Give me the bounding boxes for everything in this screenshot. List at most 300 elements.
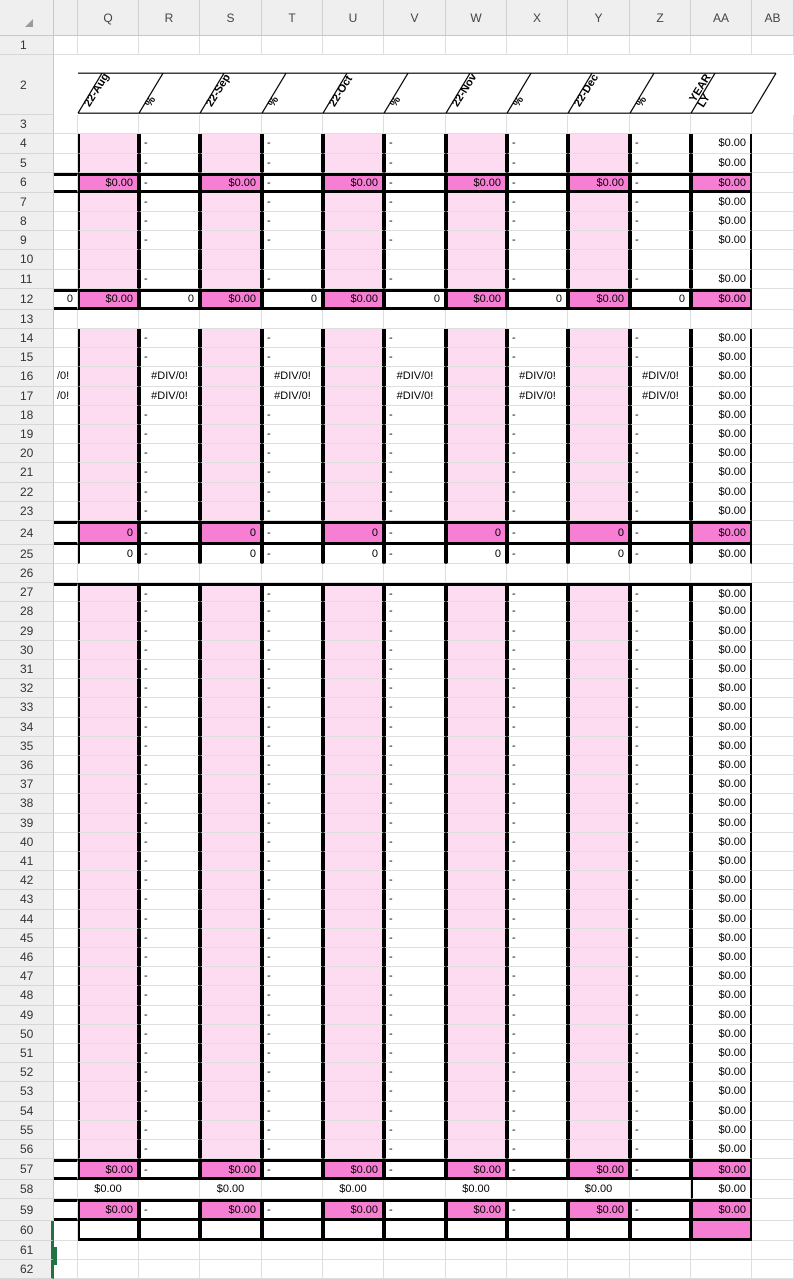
cell-v-9[interactable]: - (384, 231, 446, 250)
cell-aa-22[interactable]: $0.00 (691, 483, 752, 502)
cell-u-20[interactable] (323, 444, 384, 463)
cell-p-31[interactable] (54, 660, 78, 679)
cell-v-36[interactable]: - (384, 756, 446, 775)
cell-w-39[interactable] (446, 814, 507, 833)
cell-z-40[interactable]: - (630, 833, 691, 852)
cell-p-39[interactable] (54, 814, 78, 833)
cell-y-25[interactable]: 0 (568, 545, 630, 564)
row-header-62[interactable]: 62 (0, 1260, 54, 1279)
cell-q-11[interactable] (78, 270, 139, 289)
cell-y-23[interactable] (568, 502, 630, 521)
cell-x-59[interactable]: - (507, 1199, 568, 1221)
cell-p-16[interactable]: /0! (54, 367, 78, 386)
cell-y-49[interactable] (568, 1006, 630, 1025)
cell-r-48[interactable]: - (139, 986, 200, 1005)
row-header-30[interactable]: 30 (0, 641, 54, 660)
cell-w-43[interactable] (446, 890, 507, 909)
cell-v-26[interactable] (384, 564, 446, 583)
cell-z-37[interactable]: - (630, 775, 691, 794)
cell-y-53[interactable] (568, 1082, 630, 1101)
cell-x-10[interactable] (507, 250, 568, 269)
cell-p-42[interactable] (54, 871, 78, 890)
cell-y-62[interactable] (568, 1260, 630, 1279)
cell-u-42[interactable] (323, 871, 384, 890)
cell-z-11[interactable]: - (630, 270, 691, 289)
cell-s-1[interactable] (200, 36, 262, 55)
cell-p-26[interactable] (54, 564, 78, 583)
cell-w-58[interactable]: $0.00 (446, 1180, 507, 1199)
cell-u-55[interactable] (323, 1121, 384, 1140)
cell-v-28[interactable]: - (384, 602, 446, 621)
cell-p-24[interactable] (54, 521, 78, 545)
cell-r-31[interactable]: - (139, 660, 200, 679)
cell-p-30[interactable] (54, 641, 78, 660)
cell-q-27[interactable] (78, 583, 139, 602)
cell-z-50[interactable]: - (630, 1025, 691, 1044)
cell-x-15[interactable]: - (507, 348, 568, 367)
cell-ab-33[interactable] (752, 698, 794, 717)
cell-q-8[interactable] (78, 212, 139, 231)
cell-u-61[interactable] (323, 1241, 384, 1260)
cell-t-58[interactable] (262, 1180, 323, 1199)
cell-t-45[interactable]: - (262, 929, 323, 948)
cell-p-55[interactable] (54, 1121, 78, 1140)
cell-u-30[interactable] (323, 641, 384, 660)
cell-z-4[interactable]: - (630, 134, 691, 153)
cell-z-22[interactable]: - (630, 483, 691, 502)
cell-v-11[interactable]: - (384, 270, 446, 289)
cell-u-36[interactable] (323, 756, 384, 775)
cell-aa-27[interactable]: $0.00 (691, 583, 752, 602)
cell-t-42[interactable]: - (262, 871, 323, 890)
cell-q-4[interactable] (78, 134, 139, 153)
row-header-48[interactable]: 48 (0, 986, 54, 1005)
row-header-5[interactable]: 5 (0, 154, 54, 173)
cell-x-14[interactable]: - (507, 329, 568, 348)
cell-x-21[interactable]: - (507, 463, 568, 482)
cell-y-56[interactable] (568, 1140, 630, 1159)
cell-p-48[interactable] (54, 986, 78, 1005)
cell-y-45[interactable] (568, 929, 630, 948)
cell-w-29[interactable] (446, 622, 507, 641)
cell-y-34[interactable] (568, 718, 630, 737)
cell-q-59[interactable]: $0.00 (78, 1199, 139, 1221)
cell-y-46[interactable] (568, 948, 630, 967)
cell-q-23[interactable] (78, 502, 139, 521)
cell-y-42[interactable] (568, 871, 630, 890)
row-header-47[interactable]: 47 (0, 967, 54, 986)
cell-t-25[interactable]: - (262, 545, 323, 564)
cell-x-29[interactable]: - (507, 622, 568, 641)
cell-q-56[interactable] (78, 1140, 139, 1159)
cell-p-5[interactable] (54, 154, 78, 173)
cell-q-25[interactable]: 0 (78, 545, 139, 564)
cell-w-5[interactable] (446, 154, 507, 173)
cell-q-43[interactable] (78, 890, 139, 909)
cell-ab-38[interactable] (752, 794, 794, 813)
cell-s-50[interactable] (200, 1025, 262, 1044)
cell-y-12[interactable]: $0.00 (568, 289, 630, 310)
cell-y-61[interactable] (568, 1241, 630, 1260)
cell-y-33[interactable] (568, 698, 630, 717)
cell-u-14[interactable] (323, 329, 384, 348)
cell-u-22[interactable] (323, 483, 384, 502)
row-header-34[interactable]: 34 (0, 718, 54, 737)
cell-p-29[interactable] (54, 622, 78, 641)
cell-aa-31[interactable]: $0.00 (691, 660, 752, 679)
cell-t-51[interactable]: - (262, 1044, 323, 1063)
cell-s-30[interactable] (200, 641, 262, 660)
cell-r-41[interactable]: - (139, 852, 200, 871)
cell-r-35[interactable]: - (139, 737, 200, 756)
cell-w-15[interactable] (446, 348, 507, 367)
cell-u-45[interactable] (323, 929, 384, 948)
cell-aa-40[interactable]: $0.00 (691, 833, 752, 852)
cell-s-58[interactable]: $0.00 (200, 1180, 262, 1199)
cell-y-18[interactable] (568, 406, 630, 425)
cell-v-29[interactable]: - (384, 622, 446, 641)
cell-ab-13[interactable] (752, 310, 794, 329)
cell-s-7[interactable] (200, 193, 262, 212)
cell-q-45[interactable] (78, 929, 139, 948)
cell-x-25[interactable]: - (507, 545, 568, 564)
cell-z-16[interactable]: #DIV/0! (630, 367, 691, 386)
cell-x-13[interactable] (507, 310, 568, 329)
cell-q-1[interactable] (78, 36, 139, 55)
cell-y-59[interactable]: $0.00 (568, 1199, 630, 1221)
cell-u-60[interactable] (323, 1221, 384, 1240)
cell-w-37[interactable] (446, 775, 507, 794)
cell-q-60[interactable] (78, 1221, 139, 1240)
cell-u-33[interactable] (323, 698, 384, 717)
cell-v-14[interactable]: - (384, 329, 446, 348)
cell-z-9[interactable]: - (630, 231, 691, 250)
cell-aa-18[interactable]: $0.00 (691, 406, 752, 425)
cell-p-22[interactable] (54, 483, 78, 502)
cell-z-1[interactable] (630, 36, 691, 55)
cell-z-44[interactable]: - (630, 910, 691, 929)
row-header-7[interactable]: 7 (0, 193, 54, 212)
cell-t-6[interactable]: - (262, 173, 323, 193)
cell-t-38[interactable]: - (262, 794, 323, 813)
cell-w-6[interactable]: $0.00 (446, 173, 507, 193)
cell-r-12[interactable]: 0 (139, 289, 200, 310)
cell-x-45[interactable]: - (507, 929, 568, 948)
cell-ab-22[interactable] (752, 483, 794, 502)
row-header-6[interactable]: 6 (0, 173, 54, 193)
cell-x-62[interactable] (507, 1260, 568, 1279)
cell-z-23[interactable]: - (630, 502, 691, 521)
row-header-18[interactable]: 18 (0, 406, 54, 425)
cell-q-40[interactable] (78, 833, 139, 852)
cell-r-37[interactable]: - (139, 775, 200, 794)
cell-v-3[interactable] (384, 115, 446, 134)
cell-q-36[interactable] (78, 756, 139, 775)
cell-aa-25[interactable]: $0.00 (691, 545, 752, 564)
cell-aa-47[interactable]: $0.00 (691, 967, 752, 986)
cell-x-58[interactable] (507, 1180, 568, 1199)
cell-x-17[interactable]: #DIV/0! (507, 387, 568, 406)
cell-u-43[interactable] (323, 890, 384, 909)
column-header-x[interactable]: X (507, 0, 568, 36)
cell-r-32[interactable]: - (139, 679, 200, 698)
cell-r-62[interactable] (139, 1260, 200, 1279)
cell-ab-9[interactable] (752, 231, 794, 250)
cell-y-37[interactable] (568, 775, 630, 794)
cell-x-7[interactable]: - (507, 193, 568, 212)
cell-q-53[interactable] (78, 1082, 139, 1101)
row-header-36[interactable]: 36 (0, 756, 54, 775)
row-header-17[interactable]: 17 (0, 387, 54, 406)
cell-ab-27[interactable] (752, 583, 794, 602)
cell-v-61[interactable] (384, 1241, 446, 1260)
cell-v-59[interactable]: - (384, 1199, 446, 1221)
cell-r-52[interactable]: - (139, 1063, 200, 1082)
cell-r-54[interactable]: - (139, 1102, 200, 1121)
cell-r-23[interactable]: - (139, 502, 200, 521)
cell-ab-42[interactable] (752, 871, 794, 890)
cell-q-38[interactable] (78, 794, 139, 813)
cell-r-25[interactable]: - (139, 545, 200, 564)
cell-u-58[interactable]: $0.00 (323, 1180, 384, 1199)
cell-z-55[interactable]: - (630, 1121, 691, 1140)
cell-t-33[interactable]: - (262, 698, 323, 717)
cell-w-17[interactable] (446, 387, 507, 406)
cell-t-21[interactable]: - (262, 463, 323, 482)
cell-x-61[interactable] (507, 1241, 568, 1260)
row-header-39[interactable]: 39 (0, 814, 54, 833)
cell-p-8[interactable] (54, 212, 78, 231)
cell-q-17[interactable] (78, 387, 139, 406)
cell-z-61[interactable] (630, 1241, 691, 1260)
row-header-32[interactable]: 32 (0, 679, 54, 698)
cell-ab-25[interactable] (752, 545, 794, 564)
cell-ab-47[interactable] (752, 967, 794, 986)
cell-z-43[interactable]: - (630, 890, 691, 909)
cell-p-57[interactable] (54, 1159, 78, 1180)
cell-t-26[interactable] (262, 564, 323, 583)
cell-z-53[interactable]: - (630, 1082, 691, 1101)
cell-ab-54[interactable] (752, 1102, 794, 1121)
cell-z-33[interactable]: - (630, 698, 691, 717)
cell-s-46[interactable] (200, 948, 262, 967)
cell-t-44[interactable]: - (262, 910, 323, 929)
cell-w-25[interactable]: 0 (446, 545, 507, 564)
cell-z-32[interactable]: - (630, 679, 691, 698)
cell-aa-23[interactable]: $0.00 (691, 502, 752, 521)
cell-p-32[interactable] (54, 679, 78, 698)
cell-q-58[interactable]: $0.00 (78, 1180, 139, 1199)
row-header-23[interactable]: 23 (0, 502, 54, 521)
cell-s-21[interactable] (200, 463, 262, 482)
cell-q-32[interactable] (78, 679, 139, 698)
cell-z-6[interactable]: - (630, 173, 691, 193)
cell-s-4[interactable] (200, 134, 262, 153)
row-header-54[interactable]: 54 (0, 1102, 54, 1121)
cell-q-28[interactable] (78, 602, 139, 621)
cell-p-49[interactable] (54, 1006, 78, 1025)
cell-u-39[interactable] (323, 814, 384, 833)
cell-w-19[interactable] (446, 425, 507, 444)
cell-s-27[interactable] (200, 583, 262, 602)
cell-aa-38[interactable]: $0.00 (691, 794, 752, 813)
cell-v-6[interactable]: - (384, 173, 446, 193)
cell-q-54[interactable] (78, 1102, 139, 1121)
cell-x-51[interactable]: - (507, 1044, 568, 1063)
cell-u-41[interactable] (323, 852, 384, 871)
cell-p-25[interactable] (54, 545, 78, 564)
cell-t-35[interactable]: - (262, 737, 323, 756)
cell-y-3[interactable] (568, 115, 630, 134)
cell-w-1[interactable] (446, 36, 507, 55)
cell-y-54[interactable] (568, 1102, 630, 1121)
cell-q-20[interactable] (78, 444, 139, 463)
row-header-8[interactable]: 8 (0, 212, 54, 231)
cell-z-52[interactable]: - (630, 1063, 691, 1082)
cell-v-16[interactable]: #DIV/0! (384, 367, 446, 386)
cell-s-42[interactable] (200, 871, 262, 890)
cell-y-32[interactable] (568, 679, 630, 698)
column-header-ab[interactable]: AB (752, 0, 794, 36)
cell-ab-39[interactable] (752, 814, 794, 833)
cell-u-19[interactable] (323, 425, 384, 444)
cell-v-12[interactable]: 0 (384, 289, 446, 310)
cell-y-1[interactable] (568, 36, 630, 55)
cell-u-26[interactable] (323, 564, 384, 583)
cell-p-53[interactable] (54, 1082, 78, 1101)
cell-u-50[interactable] (323, 1025, 384, 1044)
cell-ab-35[interactable] (752, 737, 794, 756)
cell-ab-51[interactable] (752, 1044, 794, 1063)
cell-aa-54[interactable]: $0.00 (691, 1102, 752, 1121)
cell-q-26[interactable] (78, 564, 139, 583)
cell-y-52[interactable] (568, 1063, 630, 1082)
cell-ab-43[interactable] (752, 890, 794, 909)
cell-y-7[interactable] (568, 193, 630, 212)
cell-q-10[interactable] (78, 250, 139, 269)
cell-v-15[interactable]: - (384, 348, 446, 367)
cell-x-1[interactable] (507, 36, 568, 55)
cell-w-11[interactable] (446, 270, 507, 289)
cell-s-23[interactable] (200, 502, 262, 521)
cell-p-33[interactable] (54, 698, 78, 717)
cell-v-54[interactable]: - (384, 1102, 446, 1121)
cell-u-9[interactable] (323, 231, 384, 250)
cell-p-34[interactable] (54, 718, 78, 737)
cell-x-54[interactable]: - (507, 1102, 568, 1121)
cell-y-28[interactable] (568, 602, 630, 621)
cell-w-10[interactable] (446, 250, 507, 269)
cell-r-46[interactable]: - (139, 948, 200, 967)
cell-s-55[interactable] (200, 1121, 262, 1140)
cell-y-39[interactable] (568, 814, 630, 833)
cell-aa-34[interactable]: $0.00 (691, 718, 752, 737)
cell-aa-55[interactable]: $0.00 (691, 1121, 752, 1140)
cell-w-35[interactable] (446, 737, 507, 756)
cell-z-34[interactable]: - (630, 718, 691, 737)
cell-v-35[interactable]: - (384, 737, 446, 756)
cell-t-57[interactable]: - (262, 1159, 323, 1180)
cell-q-46[interactable] (78, 948, 139, 967)
cell-t-32[interactable]: - (262, 679, 323, 698)
cell-y-36[interactable] (568, 756, 630, 775)
cell-ab-16[interactable] (752, 367, 794, 386)
cell-p-38[interactable] (54, 794, 78, 813)
cell-w-59[interactable]: $0.00 (446, 1199, 507, 1221)
cell-u-31[interactable] (323, 660, 384, 679)
row-header-28[interactable]: 28 (0, 602, 54, 621)
cell-s-17[interactable] (200, 387, 262, 406)
cell-x-8[interactable]: - (507, 212, 568, 231)
cell-z-17[interactable]: #DIV/0! (630, 387, 691, 406)
cell-ab-36[interactable] (752, 756, 794, 775)
cell-w-56[interactable] (446, 1140, 507, 1159)
cell-x-32[interactable]: - (507, 679, 568, 698)
cell-aa-20[interactable]: $0.00 (691, 444, 752, 463)
cell-x-50[interactable]: - (507, 1025, 568, 1044)
cell-aa-21[interactable]: $0.00 (691, 463, 752, 482)
cell-s-54[interactable] (200, 1102, 262, 1121)
cell-w-55[interactable] (446, 1121, 507, 1140)
cell-p-44[interactable] (54, 910, 78, 929)
cell-t-15[interactable]: - (262, 348, 323, 367)
row-header-31[interactable]: 31 (0, 660, 54, 679)
cell-t-37[interactable]: - (262, 775, 323, 794)
cell-t-13[interactable] (262, 310, 323, 329)
cell-aa-37[interactable]: $0.00 (691, 775, 752, 794)
cell-x-34[interactable]: - (507, 718, 568, 737)
cell-u-4[interactable] (323, 134, 384, 153)
cell-w-48[interactable] (446, 986, 507, 1005)
cell-x-5[interactable]: - (507, 154, 568, 173)
cell-v-57[interactable]: - (384, 1159, 446, 1180)
row-header-29[interactable]: 29 (0, 622, 54, 641)
cell-v-18[interactable]: - (384, 406, 446, 425)
cell-s-41[interactable] (200, 852, 262, 871)
cell-y-51[interactable] (568, 1044, 630, 1063)
cell-y-24[interactable]: 0 (568, 521, 630, 545)
cell-v-13[interactable] (384, 310, 446, 329)
cell-r-27[interactable]: - (139, 583, 200, 602)
cell-aa-33[interactable]: $0.00 (691, 698, 752, 717)
cell-w-42[interactable] (446, 871, 507, 890)
row-header-15[interactable]: 15 (0, 348, 54, 367)
cell-r-59[interactable]: - (139, 1199, 200, 1221)
cell-z-12[interactable]: 0 (630, 289, 691, 310)
cell-r-11[interactable]: - (139, 270, 200, 289)
cell-y-47[interactable] (568, 967, 630, 986)
cell-r-34[interactable]: - (139, 718, 200, 737)
row-header-46[interactable]: 46 (0, 948, 54, 967)
cell-t-23[interactable]: - (262, 502, 323, 521)
cell-r-7[interactable]: - (139, 193, 200, 212)
cell-ab-44[interactable] (752, 910, 794, 929)
cell-s-11[interactable] (200, 270, 262, 289)
cell-ab-7[interactable] (752, 193, 794, 212)
cell-u-38[interactable] (323, 794, 384, 813)
cell-r-49[interactable]: - (139, 1006, 200, 1025)
cell-s-19[interactable] (200, 425, 262, 444)
cell-w-32[interactable] (446, 679, 507, 698)
cell-aa-57[interactable]: $0.00 (691, 1159, 752, 1180)
cell-s-5[interactable] (200, 154, 262, 173)
cell-v-7[interactable]: - (384, 193, 446, 212)
cell-w-4[interactable] (446, 134, 507, 153)
cell-r-21[interactable]: - (139, 463, 200, 482)
cell-u-44[interactable] (323, 910, 384, 929)
column-header-q[interactable]: Q (78, 0, 139, 36)
cell-y-38[interactable] (568, 794, 630, 813)
